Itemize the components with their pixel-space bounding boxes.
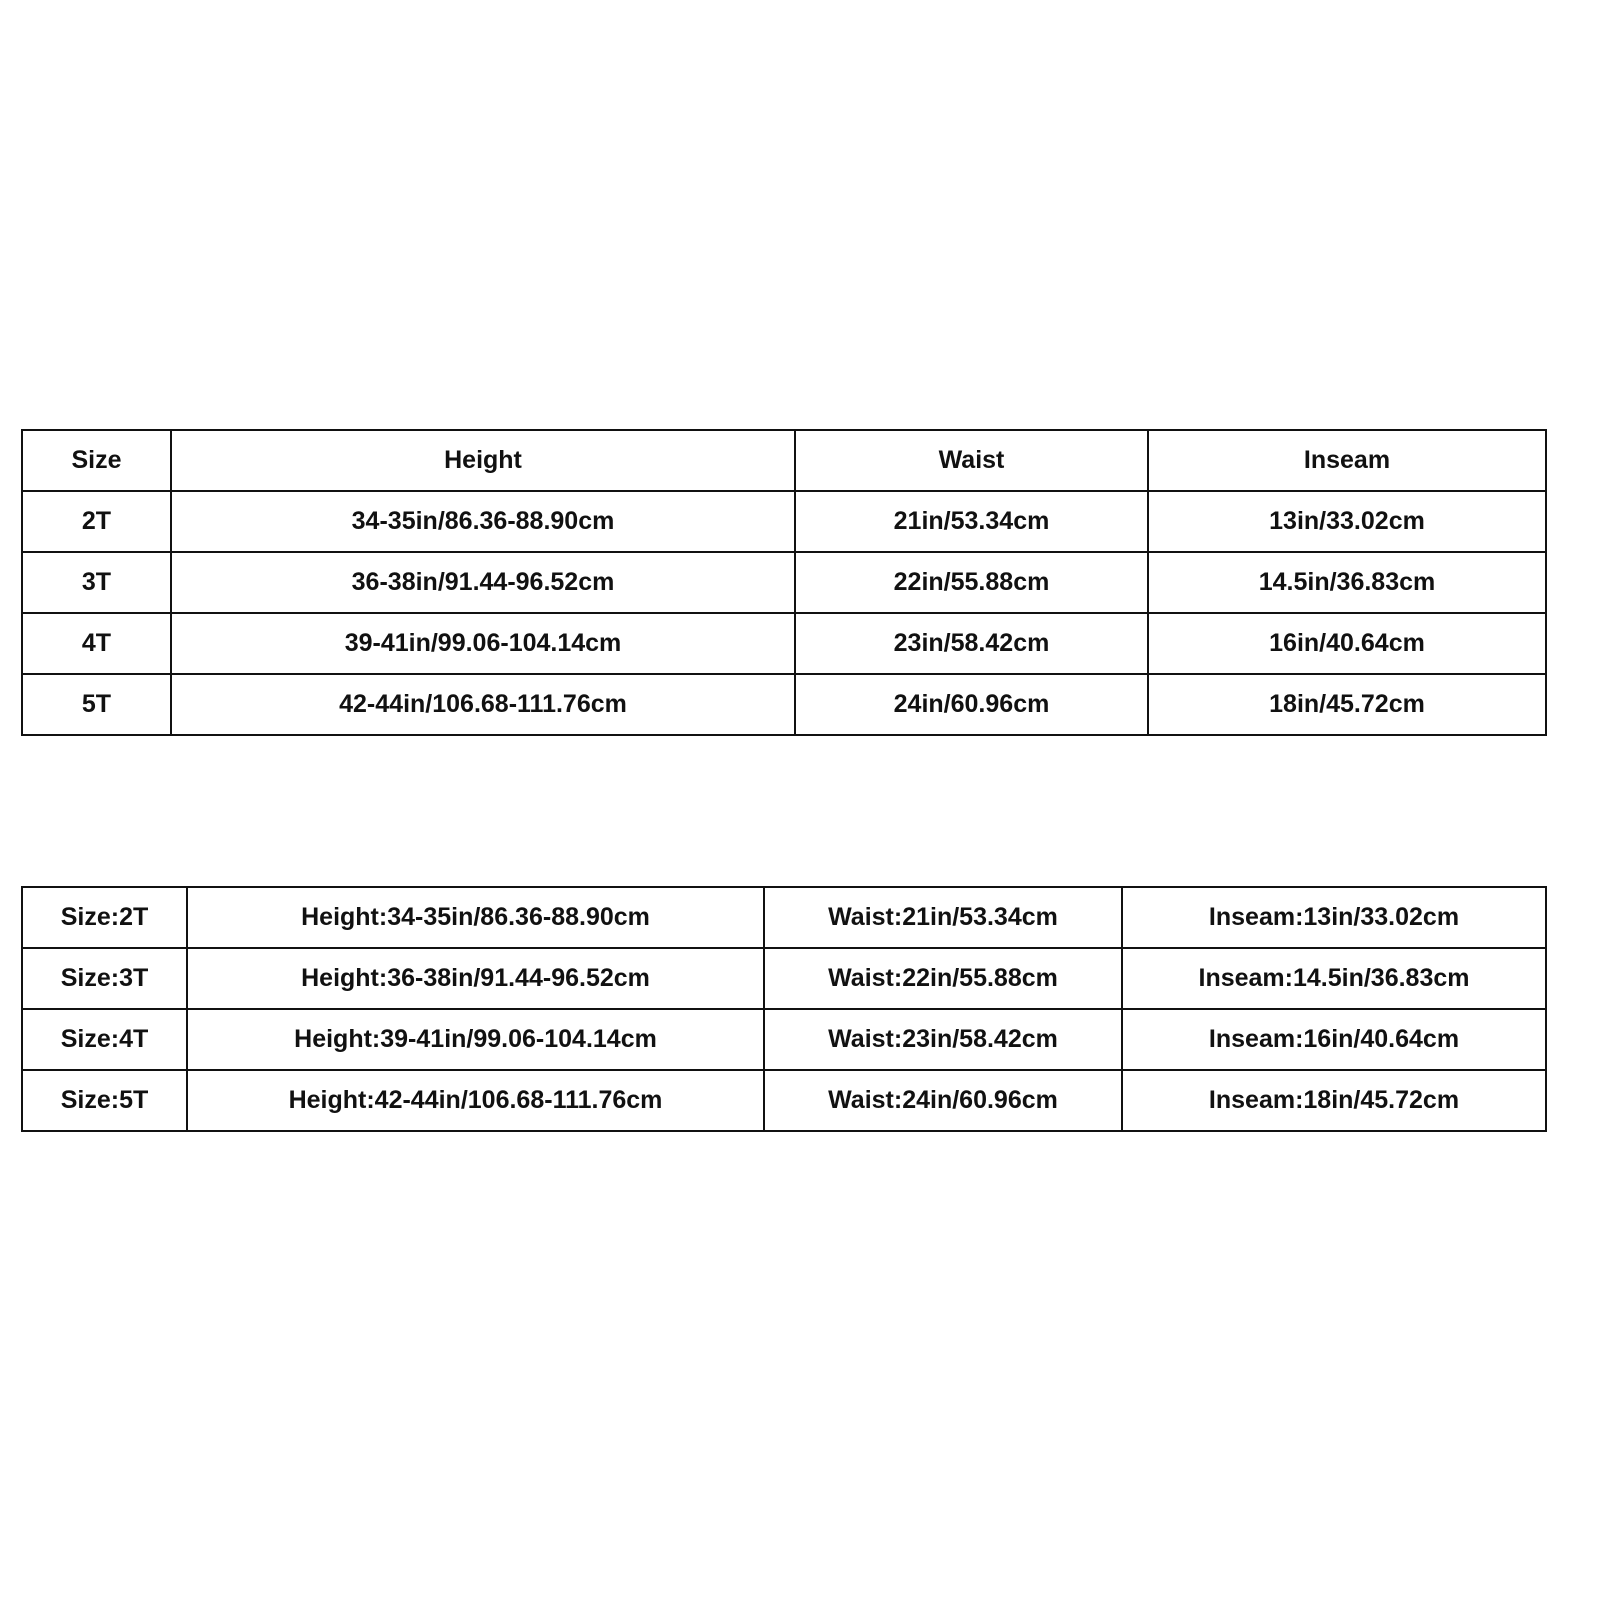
waist-cell: 22in/55.88cm xyxy=(795,552,1148,613)
height-cell: 34-35in/86.36-88.90cm xyxy=(171,491,795,552)
inseam-cell: 14.5in/36.83cm xyxy=(1148,552,1546,613)
table-row xyxy=(22,491,1546,552)
inseam-cell: Inseam xyxy=(1148,430,1546,491)
table-row xyxy=(22,552,1546,613)
table-row xyxy=(22,613,1546,674)
inseam-cell: Inseam:16in/40.64cm xyxy=(1122,1009,1546,1070)
inseam-cell: 16in/40.64cm xyxy=(1148,613,1546,674)
height-cell: Height:42-44in/106.68-111.76cm xyxy=(187,1070,764,1131)
table-row xyxy=(22,674,1546,735)
table-row xyxy=(22,948,1546,1009)
inseam-cell: 18in/45.72cm xyxy=(1148,674,1546,735)
waist-cell: Waist xyxy=(795,430,1148,491)
inseam-cell: Inseam:13in/33.02cm xyxy=(1122,887,1546,948)
size-cell: Size xyxy=(22,430,171,491)
height-cell: Height:36-38in/91.44-96.52cm xyxy=(187,948,764,1009)
waist-cell: Waist:21in/53.34cm xyxy=(764,887,1122,948)
size-cell: Size:3T xyxy=(22,948,187,1009)
size-cell: 3T xyxy=(22,552,171,613)
size-cell: 4T xyxy=(22,613,171,674)
height-cell: 42-44in/106.68-111.76cm xyxy=(171,674,795,735)
size-chart-table xyxy=(21,429,1547,736)
size-cell: Size:2T xyxy=(22,887,187,948)
header-row xyxy=(22,430,1546,491)
size-cell: Size:4T xyxy=(22,1009,187,1070)
table-row xyxy=(22,887,1546,948)
size-cell: 5T xyxy=(22,674,171,735)
inseam-cell: Inseam:18in/45.72cm xyxy=(1122,1070,1546,1131)
height-cell: Height:34-35in/86.36-88.90cm xyxy=(187,887,764,948)
waist-cell: Waist:24in/60.96cm xyxy=(764,1070,1122,1131)
waist-cell: Waist:22in/55.88cm xyxy=(764,948,1122,1009)
waist-cell: 24in/60.96cm xyxy=(795,674,1148,735)
size-cell: 2T xyxy=(22,491,171,552)
waist-cell: 21in/53.34cm xyxy=(795,491,1148,552)
waist-cell: 23in/58.42cm xyxy=(795,613,1148,674)
size-cell: Size:5T xyxy=(22,1070,187,1131)
inseam-cell: Inseam:14.5in/36.83cm xyxy=(1122,948,1546,1009)
height-cell: Height:39-41in/99.06-104.14cm xyxy=(187,1009,764,1070)
height-cell: 36-38in/91.44-96.52cm xyxy=(171,552,795,613)
inseam-cell: 13in/33.02cm xyxy=(1148,491,1546,552)
table-row xyxy=(22,1009,1546,1070)
size-chart-labeled-table xyxy=(21,886,1547,1132)
waist-cell: Waist:23in/58.42cm xyxy=(764,1009,1122,1070)
height-cell: Height xyxy=(171,430,795,491)
height-cell: 39-41in/99.06-104.14cm xyxy=(171,613,795,674)
table-row xyxy=(22,1070,1546,1131)
